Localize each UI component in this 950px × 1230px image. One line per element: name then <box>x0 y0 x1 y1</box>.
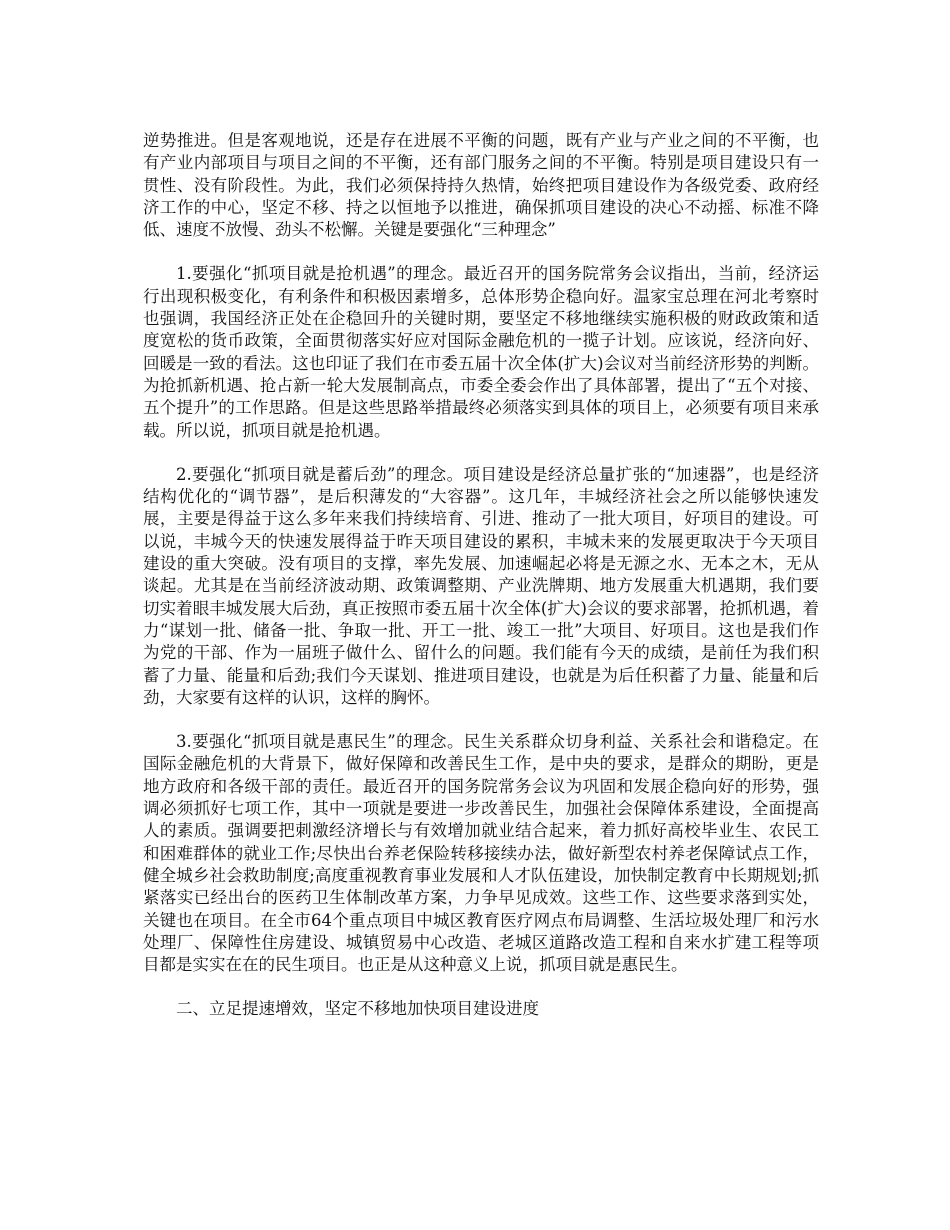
document-body <box>143 130 819 1043</box>
paragraph-continuation: 逆势推进。但是客观地说，还是存在进展不平衡的问题，既有产业与产业之间的不平衡，也有产业内部项目与项目之间的不平衡，还有部门服务之间的不平衡。特别是项目建设只有一贯性、没有阶段性。为此，我们必须保持持久热情，始终把项目建设作为各级党委、政府经济工作的中心，坚定不移、持之以恒地予以推进，确保抓项目建设的决心不动摇、标准不降低、速度不放慢、劲头不松懈。关键是要强化“三种理念” <box>143 131 819 240</box>
paragraph-concept-livelihood: 3.要强化“抓项目就是惠民生”的理念。民生关系群众切身利益、关系社会和谐稳定。在国际金融危机的大背景下，做好保障和改善民生工作，是中央的要求，是群众的期盼，更是地方政府和各级干部的责任。最近召开的国务院常务会议为巩固和发展企稳向好的形势，强调必须抓好七项工作，其中一项就是要进一步改善民生，加强社会保障体系建设，全面提高人的素质。强调要把刺激经济增长与有效增加就业结合起来，着力抓好高校毕业生、农民工和困难群体的就业工作;尽快出台养老保险转移接续办法，做好新型农村养老保障试点工作，健全城乡社会救助制度;高度重视教育事业发展和人才队伍建设，加快制定教育中长期规划;抓紧落实已经出台的医药卫生体制改革方案，力争早见成效。这些工作、这些要求落到实处，关键也在项目。在全市64个重点项目中城区教育医疗网点布局调整、生活垃圾处理厂和污水处理厂、保障性住房建设、城镇贸易中心改造、老城区道路改造工程和自来水扩建工程等项目都是实实在在的民生项目。也正是从这种意义上说，抓项目就是惠民生。 <box>143 732 819 975</box>
section-heading: 二、立足提速增效，坚定不移地加快项目建设进度 <box>176 999 539 1019</box>
paragraph-concept-momentum: 2.要强化“抓项目就是蓄后劲”的理念。项目建设是经济总量扩张的“加速器”，也是经济结构优化的“调节器”，是后积薄发的“大容器”。这几年，丰城经济社会之所以能够快速发展，主要是得益于这么多年来我们持续培育、引进、推动了一批大项目，好项目的建设。可以说，丰城今天的快速发展得益于昨天项目建设的累积，丰城未来的发展更取决于今天项目建设的重大突破。没有项目的支撑，率先发展、加速崛起必将是无源之水、无本之木，无从谈起。尤其是在当前经济波动期、政策调整期、产业洗牌期、地方发展重大机遇期，我们要切实着眼丰城发展大后劲，真正按照市委五届十次全体(扩大)会议的要求部署，抢抓机遇，着力“谋划一批、储备一批、争取一批、开工一批、竣工一批”大项目、好项目。这也是我们作为党的干部、作为一届班子做什么、留什么的问题。我们能有今天的成绩，是前任为我们积蓄了力量、能量和后劲;我们今天谋划、推进项目建设，也就是为后任积蓄了力量、能量和后劲，大家要有这样的认识，这样的胸怀。 <box>143 464 819 707</box>
paragraph-concept-opportunity: 1.要强化“抓项目就是抢机遇”的理念。最近召开的国务院常务会议指出，当前，经济运行出现积极变化，有利条件和积极因素增多，总体形势企稳向好。温家宝总理在河北考察时也强调，我国经济正处在企稳回升的关键时期，要坚定不移地继续实施积极的财政政策和适度宽松的货币政策，全面贯彻落实好应对国际金融危机的一揽子计划。应该说，经济向好、回暖是一致的看法。这也印证了我们在市委五届十次全体(扩大)会议对当前经济形势的判断。为抢抓新机遇、抢占新一轮大发展制高点，市委全委会作出了具体部署，提出了“五个对接、五个提升”的工作思路。但是这些思路举措最终必须落实到具体的项目上，必须要有项目来承载。所以说，抓项目就是抢机遇。 <box>143 264 819 440</box>
